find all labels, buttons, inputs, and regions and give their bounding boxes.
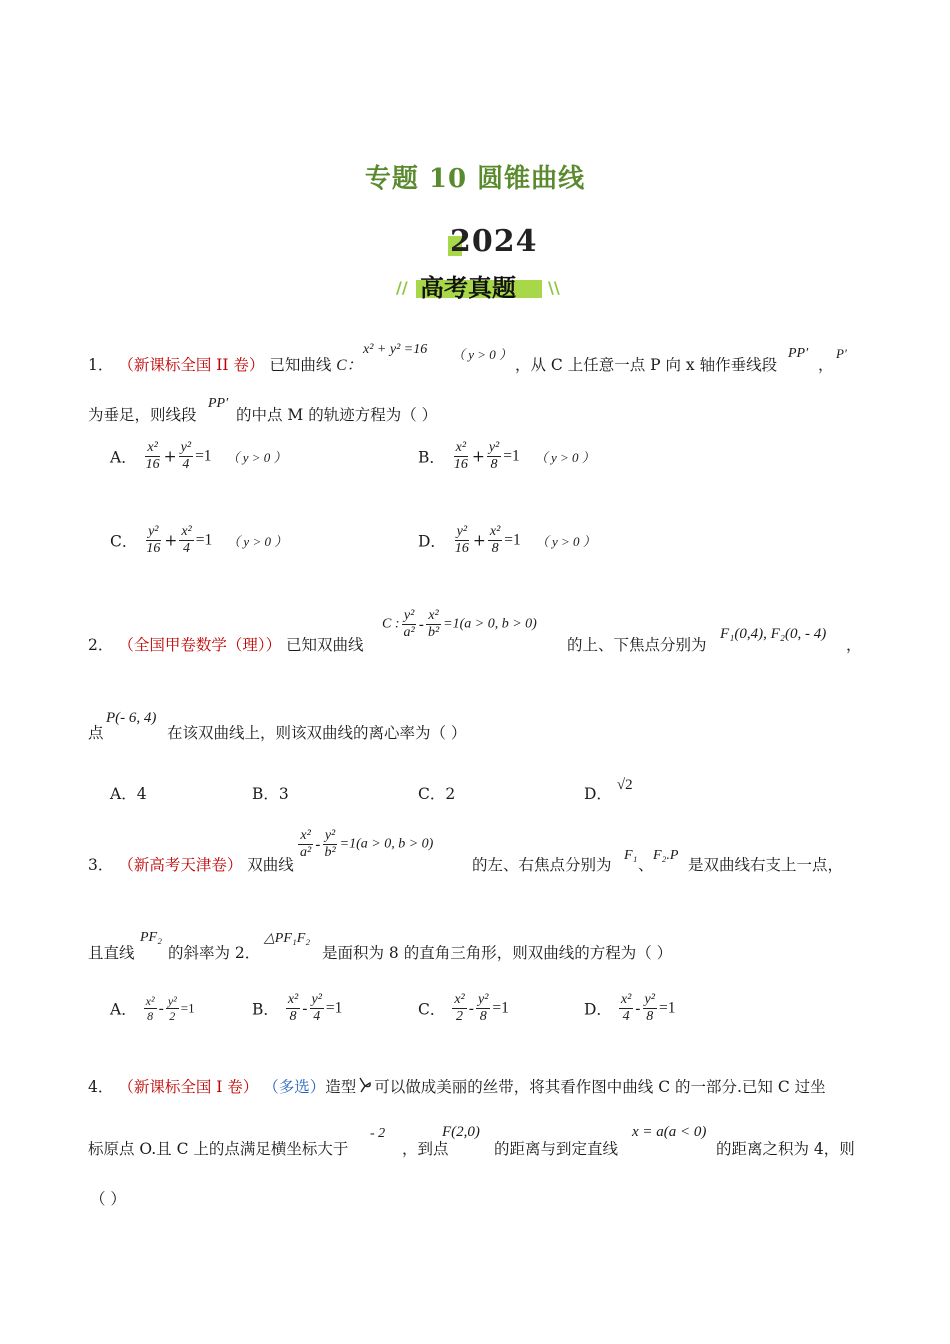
punctuation: ， [818, 356, 834, 374]
math-expression: F₂.P [653, 848, 679, 863]
multi-select-tag: （多选） [263, 1078, 326, 1096]
math-expression: =1(a > 0, b > 0) [443, 616, 537, 632]
option-a[interactable]: A． $\frac{\text{x²}}{16}$ + $\frac{\text{y²}}{4}$ =1 （ y > 0 ） [110, 440, 287, 472]
numerator: y² [180, 440, 192, 455]
math-expression: =1 [180, 1000, 195, 1016]
year-label: 2024 [450, 224, 538, 259]
math-expression: △PF₁F₂ [264, 931, 311, 946]
math-expression: =1 [195, 447, 212, 465]
denominator: 8 [479, 1009, 487, 1024]
q1-foot-point: P′ [836, 346, 847, 361]
math-expression: =1 [325, 999, 343, 1017]
fraction [144, 524, 162, 557]
denominator: 2 [169, 1009, 176, 1023]
fraction [144, 994, 157, 1023]
fraction [179, 524, 193, 557]
denominator: 4 [183, 541, 191, 556]
question-3-line-1 [88, 854, 294, 876]
question-text: 双曲线 [247, 856, 294, 874]
denominator: 4 [182, 457, 190, 472]
question-text: 且直线 [88, 944, 135, 962]
numerator: x² [620, 992, 632, 1007]
math-expression: C : [382, 616, 400, 632]
q2-point: P(- 6, 4) [106, 710, 157, 726]
question-number: 3． [88, 856, 114, 874]
denominator: 2 [456, 1009, 464, 1024]
question-source: （新课标全国 I 卷） [118, 1078, 259, 1096]
numerator: y² [148, 524, 159, 539]
denominator: 8 [490, 457, 498, 472]
punctuation: ， [846, 636, 862, 654]
denominator: 8 [147, 1009, 154, 1023]
numerator: y² [167, 994, 177, 1008]
banner-slash-right-icon: \\ [548, 278, 560, 297]
option-d[interactable]: D． $\frac{\text{x²}}{4}$ - $\frac{\text{y²}}{8}$ =1 [584, 992, 676, 1024]
option-d[interactable] [584, 777, 633, 804]
numerator: y² [311, 992, 322, 1007]
question-text: 为垂足，则线段 [88, 406, 197, 424]
question-text: 的左、右焦点分别为 [472, 856, 612, 874]
numerator: x² [145, 994, 155, 1008]
denominator: 4 [313, 1009, 321, 1024]
fraction [144, 440, 162, 473]
q1-equation: x² + y² =16 [363, 342, 428, 357]
fraction [322, 828, 337, 861]
fraction [488, 524, 502, 557]
option-label: A． [110, 448, 137, 467]
question-text: 的上、下焦点分别为 [567, 636, 707, 654]
numerator: y² [456, 524, 468, 539]
option-condition: （ y > 0 ） [226, 450, 287, 465]
question-text: ，到点 [402, 1140, 449, 1158]
option-label: C． [418, 1000, 446, 1019]
fraction [298, 828, 313, 861]
fraction [619, 992, 633, 1025]
denominator: 8 [491, 541, 499, 556]
q1-condition: （ y > 0 ） [452, 347, 513, 362]
denominator: 4 [622, 1009, 630, 1024]
punctuation: 、 [638, 856, 654, 874]
question-source: （全国甲卷数学（理）） [118, 636, 282, 654]
question-text: 造型 [325, 1078, 357, 1096]
numerator: x² [454, 992, 465, 1007]
option-label: B． [418, 448, 445, 467]
fraction [310, 992, 324, 1025]
question-text: 点 [88, 724, 104, 742]
question-text: ，从 C 上任意一点 P 向 x 轴作垂线段 [515, 356, 778, 374]
fraction [286, 992, 300, 1025]
fraction [643, 992, 657, 1025]
math-expression: =1 [195, 531, 213, 549]
math-expression: =1(a > 0, b > 0) [339, 836, 434, 852]
denominator: 16 [454, 541, 469, 556]
math-expression: =1 [503, 447, 520, 465]
answer-parentheses: （ ） [90, 1190, 126, 1208]
option-c[interactable]: C． $\frac{\text{y²}}{16}$ + $\frac{\text{x²}}{4}$ =1 （ y > 0 ） [110, 524, 288, 556]
numerator: x² [287, 992, 299, 1007]
numerator: y² [477, 992, 489, 1007]
option-label: C． [110, 532, 138, 551]
question-number: 4． [88, 1078, 114, 1096]
q3-equation: $\frac{\text{x²}}{\text{a²}}$ - $\frac{\text{y²}}{\text{b²}}$ =1(a > 0, b > 0) [300, 828, 434, 860]
option-condition: （ y > 0 ） [534, 450, 595, 465]
banner-slash-left-icon: // [396, 278, 408, 297]
option-label: A． [110, 1000, 137, 1019]
denominator: b² [324, 845, 336, 860]
denominator: a² [300, 845, 312, 860]
option-b[interactable]: B． $\frac{\text{x²}}{8}$ - $\frac{\text{y²}}{4}$ =1 [252, 992, 343, 1024]
option-label: D． [584, 1000, 612, 1019]
question-text: 是双曲线右支上一点， [688, 856, 844, 874]
question-text: 的距离之积为 4，则 [716, 1140, 855, 1158]
numerator: y² [403, 608, 415, 623]
question-text: 的中点 M 的轨迹方程为（ ） [236, 406, 438, 424]
option-a[interactable]: A． $\frac{\text{x²}}{8}$ - $\frac{\text{y²}}{2}$ =1 [110, 994, 195, 1023]
q2-equation: C : $\frac{\text{y²}}{\text{a²}}$ - $\frac{\text{x²}}{\text{b²}}$ =1(a > 0, b > 0) [382, 608, 537, 640]
math-expression: =1 [658, 999, 676, 1017]
question-1-line-2 [88, 404, 197, 426]
numerator: x² [455, 440, 467, 455]
ribbon-shape-icon [358, 1076, 372, 1100]
section-banner [396, 266, 562, 302]
fraction [452, 440, 470, 473]
denominator: 16 [146, 541, 161, 556]
question-1-line-1b [515, 354, 777, 376]
denominator: a² [403, 625, 415, 640]
option-b[interactable]: B．3 [252, 785, 289, 803]
option-condition: （ y > 0 ） [227, 534, 288, 549]
math-expression: =1 [492, 999, 509, 1017]
q1-segment: PP′ [788, 346, 809, 361]
option-c[interactable]: C．2 [418, 785, 456, 803]
question-text: 的距离与到定直线 [494, 1140, 619, 1158]
numerator: x² [181, 524, 192, 539]
option-condition: （ y > 0 ） [535, 534, 596, 549]
denominator: b² [427, 625, 440, 640]
question-text: 已知曲线 [269, 356, 337, 374]
fraction [476, 992, 490, 1025]
page-title: 专题 10 圆锥曲线 [364, 164, 586, 194]
question-text: 已知双曲线 [286, 636, 364, 654]
denominator: 16 [453, 457, 468, 472]
question-text: 标原点 O.且 C 上的点满足横坐标大于 [88, 1140, 349, 1158]
q2-foci: F₁(0,4), F₂(0, - 4) [720, 626, 827, 642]
banner-label: 高考真题 [420, 274, 516, 302]
numerator: y² [324, 828, 336, 843]
denominator: 8 [646, 1009, 654, 1024]
math-expression: - 2 [370, 1126, 386, 1141]
fraction [179, 440, 193, 473]
year-badge [440, 224, 538, 259]
numerator: x² [428, 608, 439, 623]
math-expression: =1 [504, 531, 521, 549]
denominator: 16 [145, 457, 160, 472]
question-text: 可以做成美丽的丝带，将其看作图中曲线 C 的一部分.已知 C 过坐 [374, 1078, 826, 1096]
question-number: 2． [88, 636, 114, 654]
q1-segment-2: PP′ [208, 396, 229, 411]
math-expression: F(2,0) [442, 1124, 480, 1140]
question-text: 的斜率为 2． [168, 944, 261, 962]
question-4-line-1 [88, 1076, 826, 1100]
fraction [426, 608, 441, 641]
option-label: D． [418, 532, 446, 551]
fraction [402, 608, 417, 641]
numerator: y² [644, 992, 655, 1007]
math-expression: PF₂ [140, 930, 162, 945]
fraction [487, 440, 501, 473]
numerator: x² [147, 440, 158, 455]
option-label: D． [584, 785, 612, 803]
numerator: y² [488, 440, 500, 455]
option-d[interactable]: D． $\frac{\text{y²}}{16}$ + $\frac{\text{x²}}{8}$ =1 （ y > 0 ） [418, 524, 596, 556]
math-expression: x = a(a < 0) [632, 1124, 707, 1140]
question-2-line-1 [88, 634, 364, 656]
math-expression: √2 [616, 777, 633, 793]
option-label: B． [252, 1000, 279, 1019]
question-source: （新高考天津卷） [118, 856, 243, 874]
option-a[interactable]: A．4 [110, 785, 147, 803]
question-text: 在该双曲线上，则该双曲线的离心率为（ ） [167, 724, 467, 742]
option-c[interactable]: C． $\frac{\text{x²}}{2}$ - $\frac{\text{y²}}{8}$ =1 [418, 992, 509, 1024]
fraction [452, 992, 466, 1025]
numerator: x² [300, 828, 311, 843]
math-expression: F₁ [624, 848, 638, 863]
denominator: 8 [289, 1009, 297, 1024]
question-number: 1． [88, 356, 114, 374]
question-1-line-1 [88, 354, 362, 377]
question-source: （新课标全国 II 卷） [118, 356, 265, 374]
math-expression: C： [336, 357, 363, 374]
fraction [453, 524, 471, 557]
question-text: 是面积为 8 的直角三角形，则双曲线的方程为（ ） [322, 944, 673, 962]
fraction [166, 994, 179, 1023]
numerator: x² [489, 524, 501, 539]
option-b[interactable]: B． $\frac{\text{x²}}{16}$ + $\frac{\text{y²}}{8}$ =1 （ y > 0 ） [418, 440, 595, 472]
